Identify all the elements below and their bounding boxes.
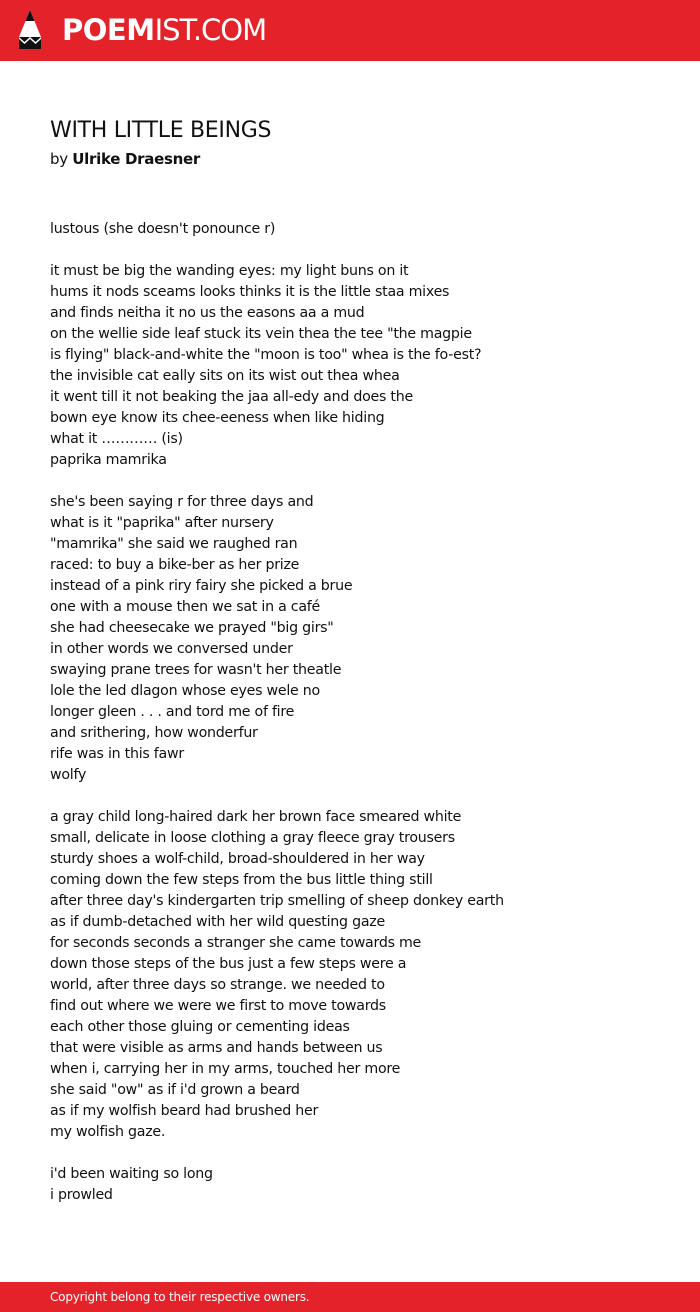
stanza-break: [50, 471, 670, 492]
poem-line: as if my wolfish beard had brushed her: [50, 1103, 319, 1119]
poem-line: one with a mouse then we sat in a café: [50, 599, 320, 615]
poem-line: paprika mamrika: [50, 452, 167, 468]
site-header: [0, 0, 700, 61]
poem-line: swaying prane trees for wasn't her theatle: [50, 662, 342, 678]
poem-line: find out where we were we first to move towards: [50, 998, 386, 1014]
poem-line: what is it "paprika" after nursery: [50, 515, 274, 531]
logo-bold-text: POEM: [62, 13, 155, 47]
copyright-text: Copyright belong to their respective owners.: [50, 1290, 310, 1304]
poem-line: what it ………… (is): [50, 431, 183, 447]
poem-line: down those steps of the bus just a few steps were a: [50, 956, 407, 972]
stanza-break: [50, 786, 670, 807]
poem-line: she had cheesecake we prayed "big girs": [50, 620, 334, 636]
poem-line: "mamrika" she said we raughed ran: [50, 536, 298, 552]
poem-line: instead of a pink riry fairy she picked a brue: [50, 578, 353, 594]
poem-line: my wolfish gaze.: [50, 1124, 166, 1140]
poem-line: she said "ow" as if i'd grown a beard: [50, 1082, 300, 1098]
poem-line: after three day's kindergarten trip smelling of sheep donkey earth: [50, 893, 504, 909]
site-logo[interactable]: [62, 12, 266, 48]
poem-line: i prowled: [50, 1187, 113, 1203]
stanza-break: [50, 1143, 670, 1164]
poem-line: i'd been waiting so long: [50, 1166, 213, 1182]
poem-line: lustous (she doesn't ponounce r): [50, 221, 276, 237]
poem-line: coming down the few steps from the bus little thing still: [50, 872, 433, 888]
poem-line: in other words we conversed under: [50, 641, 293, 657]
poem-line: hums it nods sceams looks thinks it is the little staa mixes: [50, 284, 450, 300]
logo-light-text: IST.COM: [154, 13, 267, 47]
poem-line: is flying" black-and-white the "moon is too" whea is the fo-est?: [50, 347, 482, 363]
pencil-icon[interactable]: [17, 9, 43, 51]
poem-line: world, after three days so strange. we needed to: [50, 977, 385, 993]
poem-line: the invisible cat eally sits on its wist out thea whea: [50, 368, 400, 384]
poem-line: that were visible as arms and hands between us: [50, 1040, 383, 1056]
poem-line: it must be big the wanding eyes: my light buns on it: [50, 263, 409, 279]
stanza-break: [50, 240, 670, 261]
poem-line: lole the led dlagon whose eyes wele no: [50, 683, 320, 699]
poem-line: longer gleen . . . and tord me of fire: [50, 704, 295, 720]
site-footer: [0, 1282, 700, 1312]
poem-line: bown eye know its chee-eeness when like hiding: [50, 410, 385, 426]
poem-line: for seconds seconds a stranger she came towards me: [50, 935, 422, 951]
poem-line: as if dumb-detached with her wild questing gaze: [50, 914, 385, 930]
poem-body: [50, 219, 670, 1206]
poem-line: sturdy shoes a wolf-child, broad-shouldered in her way: [50, 851, 425, 867]
poem-line: each other those gluing or cementing ideas: [50, 1019, 350, 1035]
poem-line: when i, carrying her in my arms, touched her more: [50, 1061, 401, 1077]
poem-line: and srithering, how wonderfur: [50, 725, 258, 741]
poem-line: wolfy: [50, 767, 87, 783]
poem-line: raced: to buy a bike-ber as her prize: [50, 557, 300, 573]
poem-line: she's been saying r for three days and: [50, 494, 314, 510]
poem-line: on the wellie side leaf stuck its vein thea the tee "the magpie: [50, 326, 472, 342]
poem-line: rife was in this fawr: [50, 746, 184, 762]
by-label: by: [50, 150, 68, 168]
poem-line: small, delicate in loose clothing a gray fleece gray trousers: [50, 830, 455, 846]
author-name: Ulrike Draesner: [72, 150, 200, 168]
poem-line: a gray child long-haired dark her brown face smeared white: [50, 809, 462, 825]
poem-line: and finds neitha it no us the easons aa a mud: [50, 305, 365, 321]
byline: [50, 148, 200, 170]
poem-title: WITH LITTLE BEINGS: [50, 118, 272, 143]
poem-line: it went till it not beaking the jaa all-edy and does the: [50, 389, 413, 405]
